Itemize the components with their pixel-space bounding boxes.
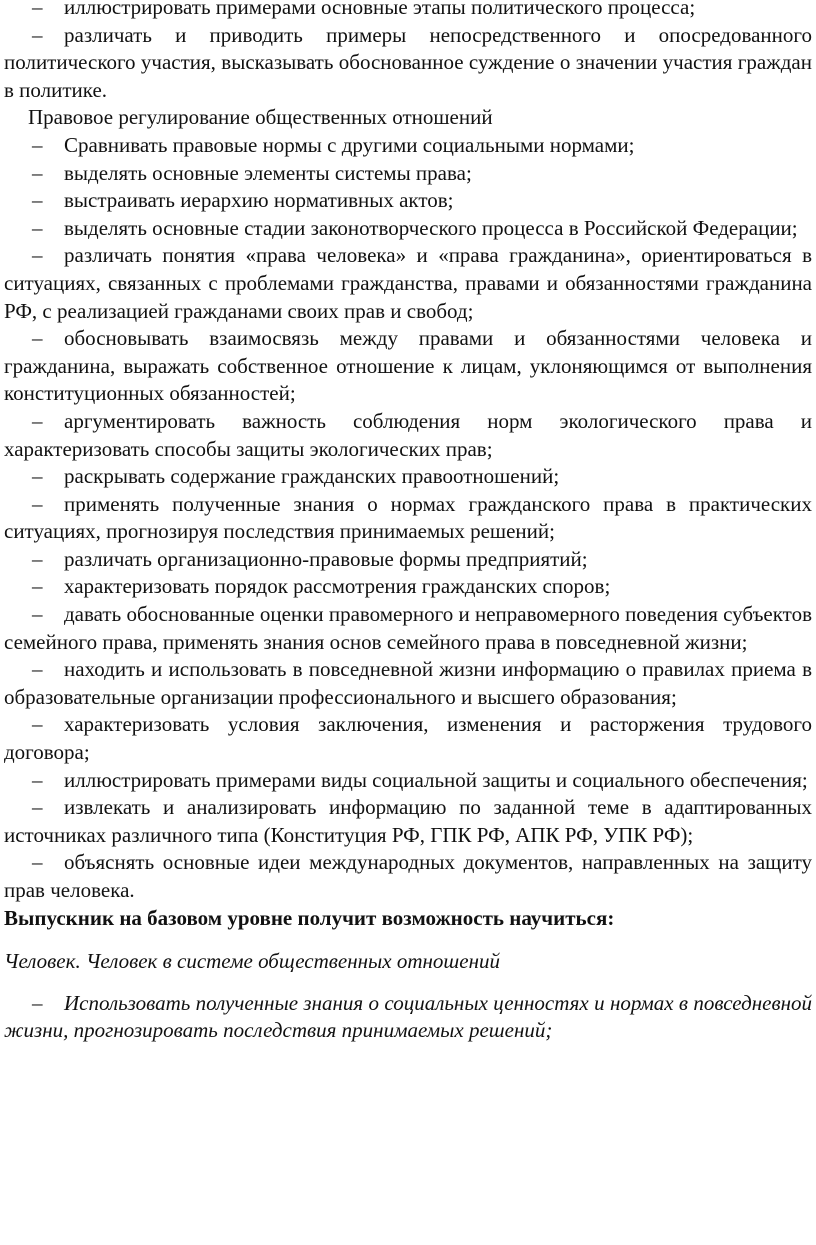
list-item bbox=[4, 160, 812, 188]
dash-marker: – bbox=[32, 408, 43, 433]
list-item-text: давать обоснованные оценки правомерного и неправомерного поведения субъектов семейного права, применять знания основ семейного права в повседневной жизни; bbox=[4, 602, 812, 654]
dash-marker: – bbox=[32, 160, 43, 185]
dash-marker: – bbox=[32, 464, 43, 489]
list-item-text: применять полученные знания о нормах гражданского права в практических ситуациях, прогнозируя последствия принимаемых решений; bbox=[4, 491, 812, 544]
list-item-text: обосновывать взаимосвязь между правами и обязанностями человека и гражданина, выражать собственное отношение к лицам, уклоняющимся от выполнения конституционных обязанностей; bbox=[4, 326, 812, 406]
list-item bbox=[4, 242, 812, 325]
list-item-text: Использовать полученные знания о социальных ценностях и нормах в повседневной жизни, прогнозировать последствия принимаемых решений; bbox=[4, 990, 812, 1043]
list-item bbox=[4, 990, 812, 1045]
list-item-text: различать понятия «права человека» и «права гражданина», ориентироваться в ситуациях, связанных с проблемами гражданства, правами и обязанностями гражданина РФ, с реализацией гражданами своих прав и свобод; bbox=[4, 243, 812, 323]
list-item-text: характеризовать порядок рассмотрения гражданских споров; bbox=[64, 574, 611, 599]
list-item bbox=[4, 0, 812, 22]
dash-marker: – bbox=[32, 215, 43, 240]
dash-marker: – bbox=[32, 132, 43, 157]
list-item-text: находить и использовать в повседневной жизни информацию о правилах приема в образовательные организации профессионального и высшего образования; bbox=[4, 657, 812, 709]
dash-marker: – bbox=[32, 712, 43, 737]
list-item bbox=[4, 132, 812, 160]
dash-marker: – bbox=[32, 546, 43, 571]
dash-marker: – bbox=[32, 574, 43, 599]
list-item bbox=[4, 491, 812, 546]
dash-marker: – bbox=[32, 767, 43, 792]
list-item-text: выстраивать иерархию нормативных актов; bbox=[64, 188, 454, 213]
dash-marker: – bbox=[32, 602, 43, 627]
dash-marker: – bbox=[32, 657, 43, 682]
dash-marker: – bbox=[32, 795, 43, 820]
list-item-text: раскрывать содержание гражданских правоотношений; bbox=[64, 464, 560, 489]
list-item-text: выделять основные стадии законотворческого процесса в Российской Федерации; bbox=[64, 215, 798, 240]
list-item bbox=[4, 463, 812, 491]
graduate-heading: Выпускник на базовом уровне получит возможность научиться: bbox=[4, 905, 615, 930]
list-item bbox=[4, 215, 812, 243]
dash-marker: – bbox=[32, 491, 43, 516]
list-item-text: различать организационно-правовые формы предприятий; bbox=[64, 546, 588, 571]
list-item bbox=[4, 187, 812, 215]
list-item bbox=[4, 711, 812, 766]
list-item bbox=[4, 849, 812, 904]
section-title: Правовое регулирование общественных отношений bbox=[28, 105, 493, 130]
list-item-text: выделять основные элементы системы права; bbox=[64, 160, 472, 185]
person-section-title: Человек. Человек в системе общественных отношений bbox=[4, 949, 501, 974]
list-item-text: аргументировать важность соблюдения норм экологического права и характеризовать способы защиты экологических прав; bbox=[4, 408, 812, 461]
dash-marker: – bbox=[32, 990, 43, 1015]
list-item bbox=[4, 573, 812, 601]
intro-list bbox=[4, 0, 812, 104]
dash-marker: – bbox=[32, 326, 43, 351]
list-item-text: различать и приводить примеры непосредственного и опосредованного политического участия, высказывать обоснованное суждение о значении участия граждан в политике. bbox=[4, 22, 812, 102]
law-list bbox=[4, 132, 812, 905]
dash-marker: – bbox=[32, 22, 43, 47]
list-item-text: характеризовать условия заключения, изменения и расторжения трудового договора; bbox=[4, 712, 812, 765]
list-item bbox=[4, 408, 812, 463]
list-item-text: иллюстрировать примерами основные этапы политического процесса; bbox=[64, 0, 696, 19]
dash-marker: – bbox=[32, 0, 43, 19]
list-item-text: иллюстрировать примерами виды социальной защиты и социального обеспечения; bbox=[64, 767, 808, 792]
list-item bbox=[4, 546, 812, 574]
list-item-text: извлекать и анализировать информацию по заданной теме в адаптированных источниках различного типа (Конституция РФ, ГПК РФ, АПК РФ, УПК РФ); bbox=[4, 795, 812, 847]
list-item bbox=[4, 794, 812, 849]
dash-marker: – bbox=[32, 850, 43, 875]
list-item bbox=[4, 601, 812, 656]
person-list bbox=[4, 990, 812, 1045]
list-item bbox=[4, 325, 812, 408]
list-item bbox=[4, 656, 812, 711]
list-item-text: объяснять основные идеи международных документов, направленных на защиту прав человека. bbox=[4, 850, 812, 902]
dash-marker: – bbox=[32, 188, 43, 213]
dash-marker: – bbox=[32, 243, 43, 268]
list-item-text: Сравнивать правовые нормы с другими социальными нормами; bbox=[64, 132, 635, 157]
list-item bbox=[4, 767, 812, 795]
list-item bbox=[4, 22, 812, 105]
